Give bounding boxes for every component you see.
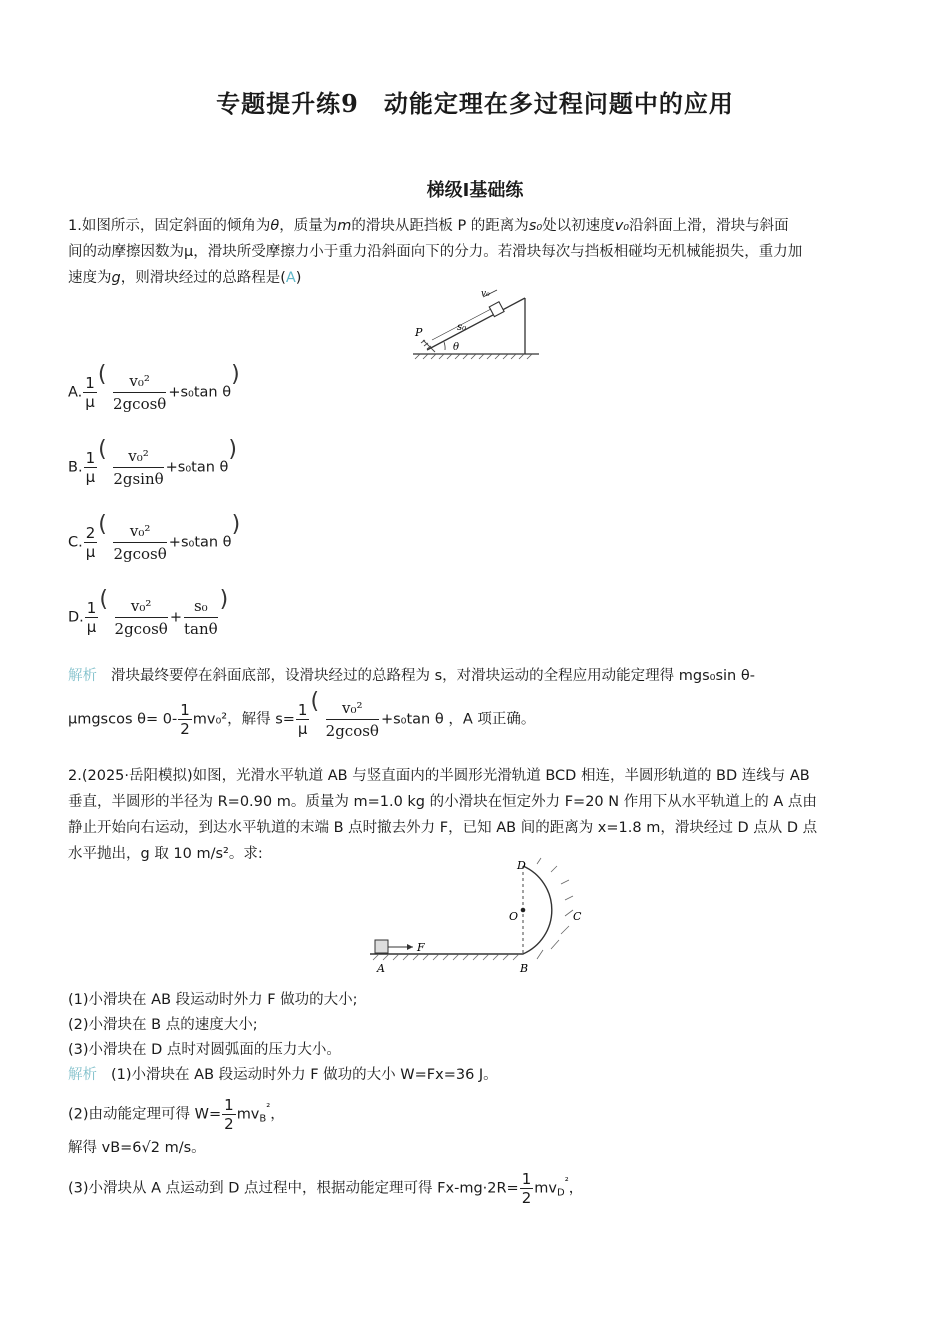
slider-block: [489, 302, 504, 317]
option-d[interactable]: D. $\frac{1}{\mu}$ ( $\frac{\text{v₀²}}{2gcos\theta}$ + $\frac{\text{s₀}}{\tan\theta}$ ): [68, 586, 229, 638]
page-title: 专题提升练9 动能定理在多过程问题中的应用: [216, 89, 734, 118]
q2-analysis-line4: (3)小滑块从 A 点运动到 D 点过程中，根据动能定理可得 Fx-mg·2R= $\frac{1}{2}$ $mv_D^{^2}$，: [68, 1170, 584, 1207]
q1-analysis-line1: 解析 滑块最终要停在斜面底部，设滑块经过的总路程为 s，对滑块运动的全程应用动能定理得 mgs₀sin θ-: [68, 668, 755, 684]
center-o: [521, 908, 526, 913]
label-b: B: [520, 962, 529, 975]
section-heading: 梯级Ⅰ基础练: [426, 180, 524, 201]
q2-analysis-line3: 解得 vB=6√2 m/s。: [68, 1140, 206, 1156]
q2-analysis-line1: 解析 (1)小滑块在 AB 段运动时外力 F 做功的大小 W=Fx=36 J。: [68, 1067, 498, 1083]
q1-line2: 间的动摩擦因数为μ，滑块所受摩擦力小于重力沿斜面向下的分力。若滑块每次与挡板相碰均无机械能损失，重力加: [68, 244, 803, 260]
label-v0: v₀: [481, 289, 490, 299]
label-c: C: [573, 910, 582, 923]
q1-answer: A: [285, 270, 296, 286]
q2-analysis-line2: (2)由动能定理可得 W= $\frac{1}{2}$ $mv_B^{^2}$，: [68, 1096, 285, 1133]
label-a: A: [377, 962, 385, 975]
q2-sub3: (3)小滑块在 D 点时对圆弧面的压力大小。: [68, 1042, 341, 1058]
small-block: [375, 940, 388, 953]
label-o: O: [509, 910, 519, 923]
label-f: F: [417, 941, 425, 954]
q1-analysis-line2: μmgscos θ= 0- $\frac{1}{2}$ mv₀²，解得 s= $\frac{1}{\mu}$ ( $\frac{\text{v₀²}}{2gcos\theta}$ +s₀tan θ ，A 项正确。: [68, 688, 536, 740]
q2-line2: 垂直，半圆形的半径为 R=0.90 m。质量为 m=1.0 kg 的小滑块在恒定外力 F=20 N 作用下从水平轨道上的 A 点由: [68, 794, 817, 810]
analysis-tag-2: 解析: [68, 1067, 97, 1083]
force-arrowhead: [407, 944, 413, 950]
incline-figure: [405, 282, 545, 362]
label-d: D: [517, 859, 526, 872]
label-theta: θ: [453, 342, 460, 353]
q1-line3: 速度为g，则滑块经过的总路程是(A): [68, 270, 302, 286]
label-p: P: [415, 326, 423, 339]
ground-hatch: [415, 354, 532, 359]
option-b[interactable]: B. $\frac{1}{\mu}$ ( $\frac{\text{v₀²}}{2gsin\theta}$ +s₀tan θ): [68, 436, 238, 488]
label-s0: s₀: [457, 322, 467, 333]
analysis-tag: 解析: [68, 668, 97, 684]
track-hatch: [373, 858, 573, 960]
q2-sub2: (2)小滑块在 B 点的速度大小;: [68, 1017, 258, 1033]
q1-line1: 1.如图所示，固定斜面的倾角为θ，质量为m的滑块从距挡板 P 的距离为s₀处以初速度v₀沿斜面上滑，滑块与斜面: [68, 218, 789, 234]
q2-line1: 2.(2025·岳阳模拟)如图，光滑水平轨道 AB 与竖直面内的半圆形光滑轨道 BCD 相连，半圆形轨道的 BD 连线与 AB: [68, 768, 810, 784]
q2-line3: 静止开始向右运动，到达水平轨道的末端 B 点时撤去外力 F，已知 AB 间的距离为 x=1.8 m，滑块经过 D 点从 D 点: [68, 820, 818, 836]
option-c[interactable]: C. $\frac{2}{\mu}$ ( $\frac{\text{v₀²}}{2gcos\theta}$ +s₀tan θ): [68, 511, 241, 563]
q2-line4: 水平抛出，g 取 10 m/s²。求:: [68, 846, 263, 862]
track-figure: [365, 856, 595, 980]
theta-arc: [444, 342, 445, 350]
option-a[interactable]: A. $\frac{1}{\mu}$ ( $\frac{\text{v₀²}}{2gcos\theta}$ +s₀tan θ): [68, 361, 240, 413]
q2-sub1: (1)小滑块在 AB 段运动时外力 F 做功的大小;: [68, 992, 358, 1008]
incline-surface: [427, 298, 525, 350]
